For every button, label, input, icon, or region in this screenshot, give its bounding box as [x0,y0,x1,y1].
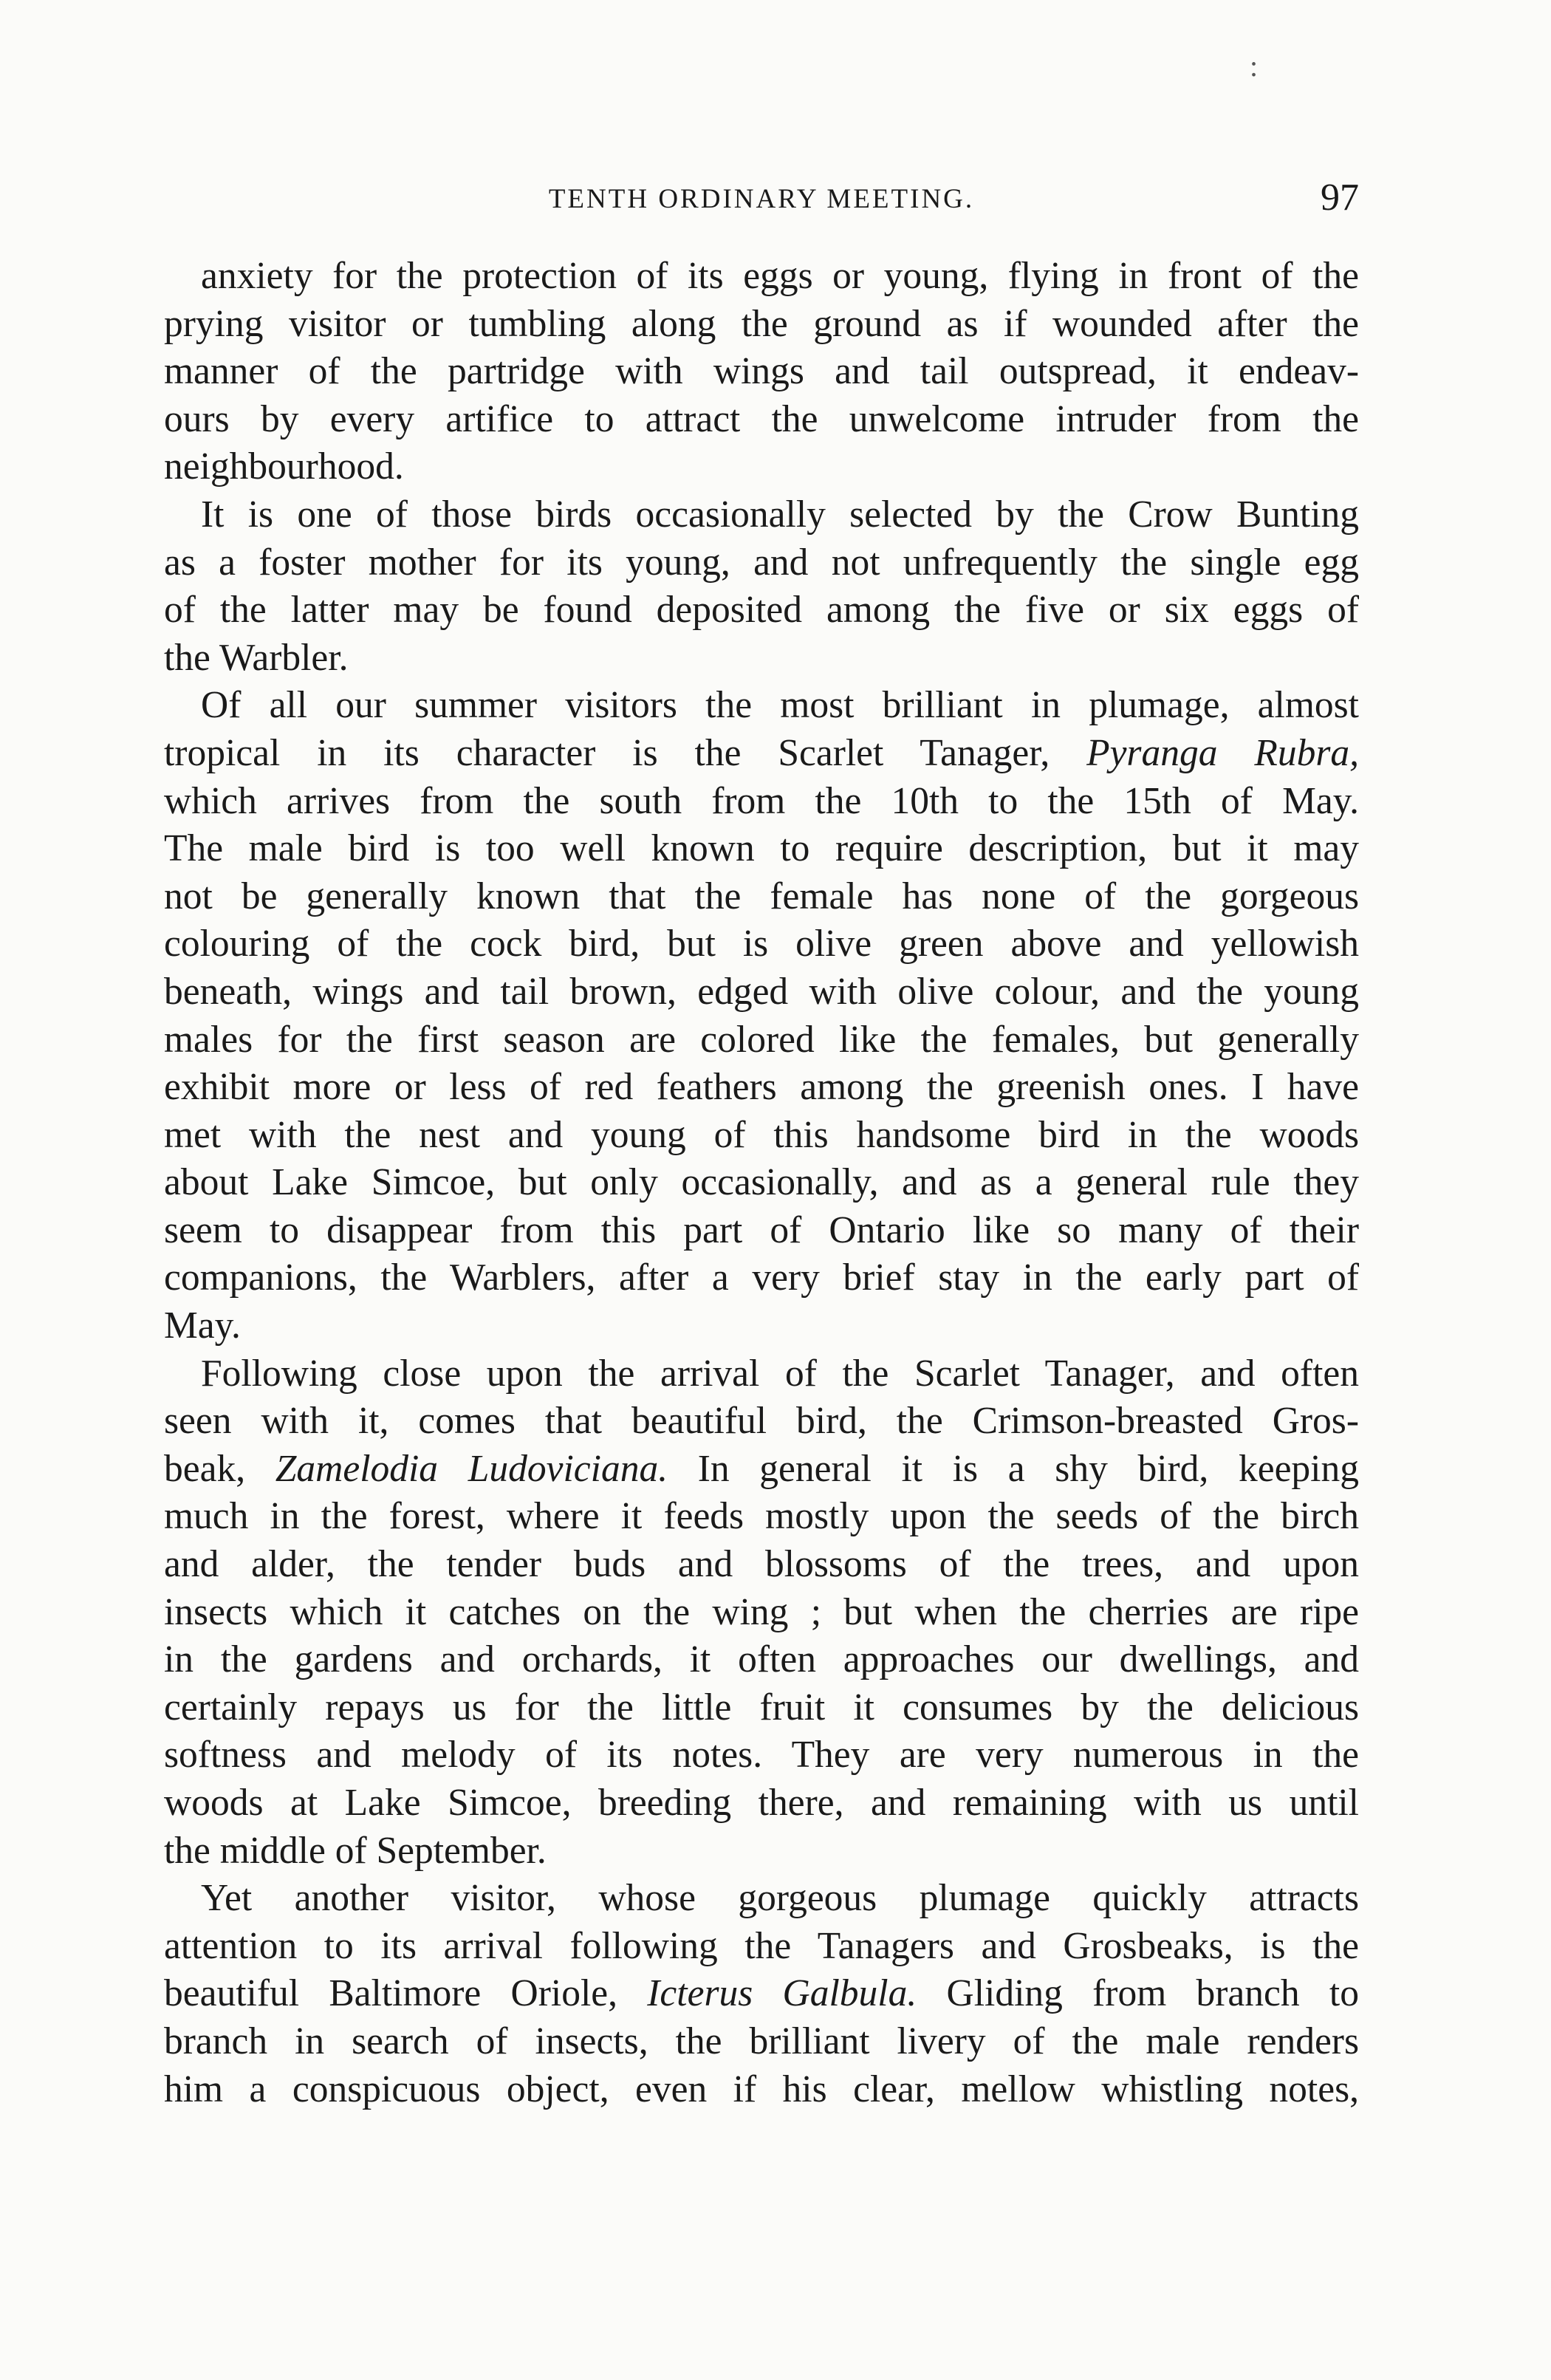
text-segment: the Warbler. [164,636,349,679]
text-line [164,1398,1359,1446]
text-line [164,920,1359,968]
text-line [164,301,1359,349]
text-line [164,491,1359,539]
text-segment: met with the nest and young of this handsome bird in the woods [164,1113,1359,1156]
text-segment: Gliding from branch to [917,1972,1359,2015]
text-line [164,778,1359,826]
text-segment: and alder, the tender buds and blossoms of the trees, and upon [164,1543,1359,1586]
text-segment: tropical in its character is the Scarlet Tanager, [164,731,1087,774]
text-segment: In general it is a shy bird, keeping [668,1447,1359,1490]
text-segment: It is one of those birds occasionally selected by the Crow Bunting [201,493,1359,536]
page-number: 97 [1321,177,1359,219]
text-line [164,539,1359,587]
text-segment: which arrives from the south from the 10th to the 15th of May. [164,779,1359,822]
paragraph [164,491,1359,682]
text-line [164,1016,1359,1064]
text-line [164,825,1359,873]
text-segment: beneath, wings and tail brown, edged with olive colour, and the young [164,970,1359,1013]
text-segment: beak, [164,1447,275,1490]
text-segment: attention to its arrival following the Tanagers and Grosbeaks, is the [164,1924,1359,1967]
text-segment: insects which it catches on the wing ; but when the cherries are ripe [164,1590,1359,1633]
text-segment: him a conspicuous object, even if his clear, mellow whistling notes, [164,2068,1359,2110]
text-segment: companions, the Warblers, after a very brief stay in the early part of [164,1256,1359,1299]
text-line [164,1254,1359,1302]
text-line [164,1350,1359,1398]
paragraph [164,1875,1359,2113]
text-line [164,1779,1359,1827]
text-segment: May. [164,1304,241,1347]
text-segment: woods at Lake Simcoe, breeding there, and remaining with us until [164,1782,1359,1824]
text-line [164,873,1359,921]
text-segment: neighbourhood. [164,445,404,488]
text-line [164,1493,1359,1541]
running-head: TENTH ORDINARY MEETING. [548,184,975,214]
text-segment: Following close upon the arrival of the Scarlet Tanager, and often [201,1352,1359,1395]
text-line [164,587,1359,635]
text-segment: Of all our summer visitors the most brilliant in plumage, almost [201,684,1359,727]
text-line [164,1302,1359,1350]
text-line [164,1731,1359,1779]
text-segment: not be generally known that the female has none of the gorgeous [164,875,1359,917]
text-line [164,1064,1359,1112]
text-segment: softness and melody of its notes. They are very numerous in the [164,1734,1359,1777]
italic-scientific-name: Pyranga Rubra, [1086,731,1359,774]
text-segment: much in the forest, where it feeds mostly upon the seeds of the birch [164,1495,1359,1538]
text-line [164,1112,1359,1160]
text-line [164,1446,1359,1494]
text-line [164,2018,1359,2066]
text-segment: seem to disappear from this part of Ontario like so many of their [164,1208,1359,1251]
text-line [164,2066,1359,2114]
text-segment: anxiety for the protection of its eggs or young, flying in front of the [201,255,1359,297]
text-line [164,396,1359,444]
text-segment: Yet another visitor, whose gorgeous plumage quickly attracts [201,1877,1359,1920]
text-segment: in the gardens and orchards, it often approaches our dwellings, and [164,1638,1359,1681]
body-text [164,253,1359,2113]
text-segment: manner of the partridge with wings and tail outspread, it endeav- [164,350,1359,393]
paragraph [164,682,1359,1350]
text-segment: the middle of September. [164,1829,547,1872]
text-line [164,1541,1359,1589]
text-segment: The male bird is too well known to require description, but it may [164,827,1359,870]
text-line [164,1827,1359,1875]
text-segment: colouring of the cock bird, but is olive green above and yellowish [164,923,1359,965]
text-segment: seen with it, comes that beautiful bird, the Crimson-breasted Gros- [164,1400,1359,1443]
text-line [164,1684,1359,1732]
text-segment: exhibit more or less of red feathers among the greenish ones. I have [164,1066,1359,1109]
text-segment: ours by every artifice to attract the unwelcome intruder from the [164,397,1359,440]
paragraph [164,1350,1359,1875]
text-line [164,1923,1359,1971]
italic-scientific-name: Icterus Galbula. [647,1972,917,2015]
corner-mark: : [1250,49,1259,83]
text-segment: as a foster mother for its young, and not unfrequently the single egg [164,541,1359,584]
text-segment: about Lake Simcoe, but only occasionally, and as a general rule they [164,1161,1359,1204]
text-segment: certainly repays us for the little fruit it consumes by the delicious [164,1686,1359,1728]
italic-scientific-name: Zamelodia Ludoviciana. [275,1447,668,1490]
text-segment: of the latter may be found deposited among the five or six eggs of [164,589,1359,632]
text-line [164,1636,1359,1684]
text-line [164,1589,1359,1637]
text-line [164,1875,1359,1923]
text-line [164,1207,1359,1255]
text-line [164,348,1359,396]
text-segment: branch in search of insects, the brilliant livery of the male renders [164,2020,1359,2062]
paragraph [164,253,1359,491]
text-segment: beautiful Baltimore Oriole, [164,1972,648,2015]
text-line [164,968,1359,1016]
page-header [164,176,1359,228]
text-line [164,1970,1359,2018]
text-line [164,443,1359,491]
text-line [164,682,1359,730]
text-segment: prying visitor or tumbling along the ground as if wounded after the [164,302,1359,345]
text-segment: males for the first season are colored like the females, but generally [164,1018,1359,1061]
text-line [164,1159,1359,1207]
text-line [164,635,1359,683]
text-line [164,253,1359,301]
text-line [164,730,1359,778]
